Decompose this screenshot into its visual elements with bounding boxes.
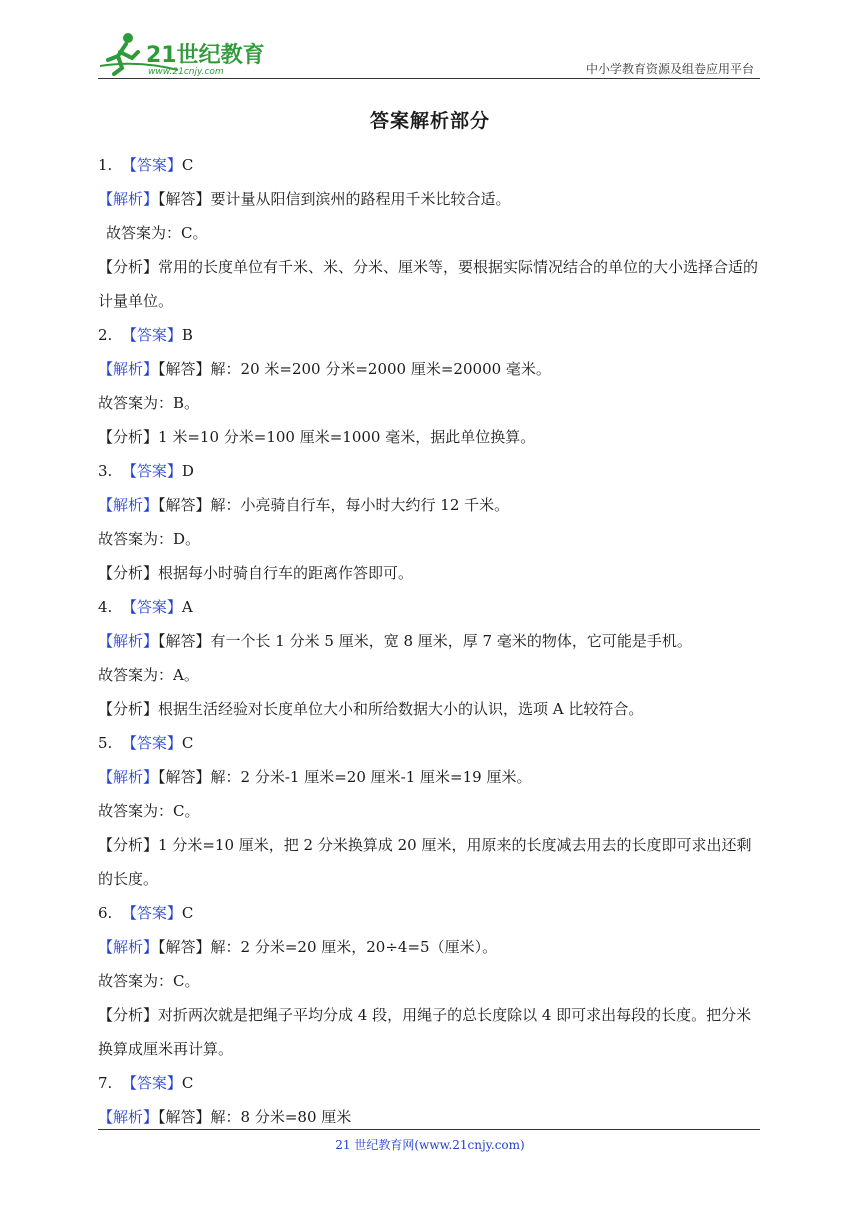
solution-tag: 【解答】 (158, 360, 211, 378)
answer-line (98, 590, 766, 624)
analysis-line (98, 556, 766, 590)
analysis-tag: 【解析】 (98, 496, 159, 514)
conclusion-line (98, 794, 766, 828)
analysis-tag: 【解析】 (98, 190, 159, 208)
conclusion-text: 故答案为：D。 (98, 530, 201, 548)
answer-line (98, 1066, 766, 1100)
analysis-tag: 【解析】 (98, 938, 159, 956)
question-number: 5. (98, 734, 113, 752)
conclusion-text: 故答案为：C。 (98, 972, 200, 990)
answer-value: C (181, 904, 194, 922)
analysis-line (98, 420, 766, 454)
conclusion-line (98, 216, 766, 250)
fenxi-tag: 【分析】 (98, 836, 159, 854)
answer-line (98, 454, 766, 488)
solution-tag: 【解答】 (158, 1108, 211, 1126)
answer-tag: 【答案】 (121, 734, 182, 752)
conclusion-line (98, 386, 766, 420)
analysis-line (98, 998, 766, 1066)
answer-value: C (181, 156, 194, 174)
solution-text: 解：8 分米=80 厘米 (210, 1108, 352, 1126)
question-number: 7. (98, 1074, 113, 1092)
answer-tag: 【答案】 (121, 326, 182, 344)
question-number: 4. (98, 598, 113, 616)
answer-tag: 【答案】 (121, 156, 182, 174)
footer-divider (98, 1129, 760, 1130)
answer-tag: 【答案】 (121, 462, 182, 480)
analysis-tag: 【解析】 (98, 1108, 159, 1126)
answer-tag: 【答案】 (121, 598, 182, 616)
analysis-tag: 【解析】 (98, 768, 159, 786)
solution-line (98, 624, 766, 658)
solution-line (98, 760, 766, 794)
footer-link[interactable]: 21 世纪教育网(www.21cnjy.com) (335, 1138, 525, 1152)
analysis-line (98, 250, 766, 318)
solution-text: 解：2 分米=20 厘米，20÷4=5（厘米）。 (210, 938, 498, 956)
solution-text: 解：小亮骑自行车，每小时大约行 12 千米。 (210, 496, 510, 514)
answer-value: D (181, 462, 194, 480)
answer-line (98, 148, 766, 182)
answer-value: A (181, 598, 193, 616)
conclusion-line (98, 964, 766, 998)
conclusion-text: 故答案为：C。 (98, 802, 200, 820)
answer-value: B (181, 326, 193, 344)
question-number: 1. (98, 156, 113, 174)
fenxi-text: 1 米=10 分米=100 厘米=1000 毫米，据此单位换算。 (158, 428, 536, 446)
answer-line (98, 318, 766, 352)
question-number: 6. (98, 904, 113, 922)
solution-tag: 【解答】 (158, 938, 211, 956)
conclusion-text: 故答案为：C。 (106, 224, 208, 242)
solution-tag: 【解答】 (158, 768, 211, 786)
question-number: 3. (98, 462, 113, 480)
solution-line (98, 930, 766, 964)
analysis-line (98, 692, 766, 726)
conclusion-text: 故答案为：B。 (98, 394, 200, 412)
answer-list (98, 148, 766, 1134)
solution-text: 解：20 米=200 分米=2000 厘米=20000 毫米。 (210, 360, 551, 378)
solution-text: 解：2 分米-1 厘米=20 厘米-1 厘米=19 厘米。 (210, 768, 532, 786)
fenxi-text: 常用的长度单位有千米、米、分米、厘米等，要根据实际情况结合的单位的大小选择合适的计量单位。 (98, 258, 759, 310)
solution-text: 有一个长 1 分米 5 厘米，宽 8 厘米，厚 7 毫米的物体，它可能是手机。 (210, 632, 692, 650)
solution-text: 要计量从阳信到滨州的路程用千米比较合适。 (210, 190, 511, 208)
fenxi-text: 对折两次就是把绳子平均分成 4 段，用绳子的总长度除以 4 即可求出每段的长度。把分米换算成厘米再计算。 (98, 1006, 752, 1058)
answer-value: C (181, 1074, 194, 1092)
solution-tag: 【解答】 (158, 190, 211, 208)
question-number: 2. (98, 326, 113, 344)
fenxi-text: 根据生活经验对长度单位大小和所给数据大小的认识，选项 A 比较符合。 (158, 700, 644, 718)
conclusion-line (98, 658, 766, 692)
conclusion-line (98, 522, 766, 556)
logo-text: 21世纪教育 (146, 43, 265, 68)
fenxi-text: 1 分米=10 厘米，把 2 分米换算成 20 厘米，用原来的长度减去用去的长度即可求出还剩的长度。 (98, 836, 752, 888)
analysis-line (98, 828, 766, 896)
page-header (98, 30, 760, 78)
answer-value: C (181, 734, 194, 752)
fenxi-tag: 【分析】 (98, 564, 159, 582)
solution-tag: 【解答】 (158, 496, 211, 514)
logo-icon (98, 30, 268, 76)
solution-line (98, 488, 766, 522)
answer-tag: 【答案】 (121, 904, 182, 922)
fenxi-text: 根据每小时骑自行车的距离作答即可。 (158, 564, 414, 582)
solution-line (98, 352, 766, 386)
page-title: 答案解析部分 (369, 110, 490, 132)
answer-line (98, 726, 766, 760)
fenxi-tag: 【分析】 (98, 428, 159, 446)
fenxi-tag: 【分析】 (98, 700, 159, 718)
fenxi-tag: 【分析】 (98, 1006, 159, 1024)
platform-name: 中小学教育资源及组卷应用平台 (585, 62, 754, 76)
conclusion-text: 故答案为：A。 (98, 666, 199, 684)
logo-url: www.21cnjy.com (148, 67, 224, 76)
analysis-tag: 【解析】 (98, 360, 159, 378)
answer-line (98, 896, 766, 930)
fenxi-tag: 【分析】 (98, 258, 159, 276)
answer-tag: 【答案】 (121, 1074, 182, 1092)
solution-line (98, 182, 766, 216)
header-divider (98, 78, 760, 79)
analysis-tag: 【解析】 (98, 632, 159, 650)
solution-tag: 【解答】 (158, 632, 211, 650)
